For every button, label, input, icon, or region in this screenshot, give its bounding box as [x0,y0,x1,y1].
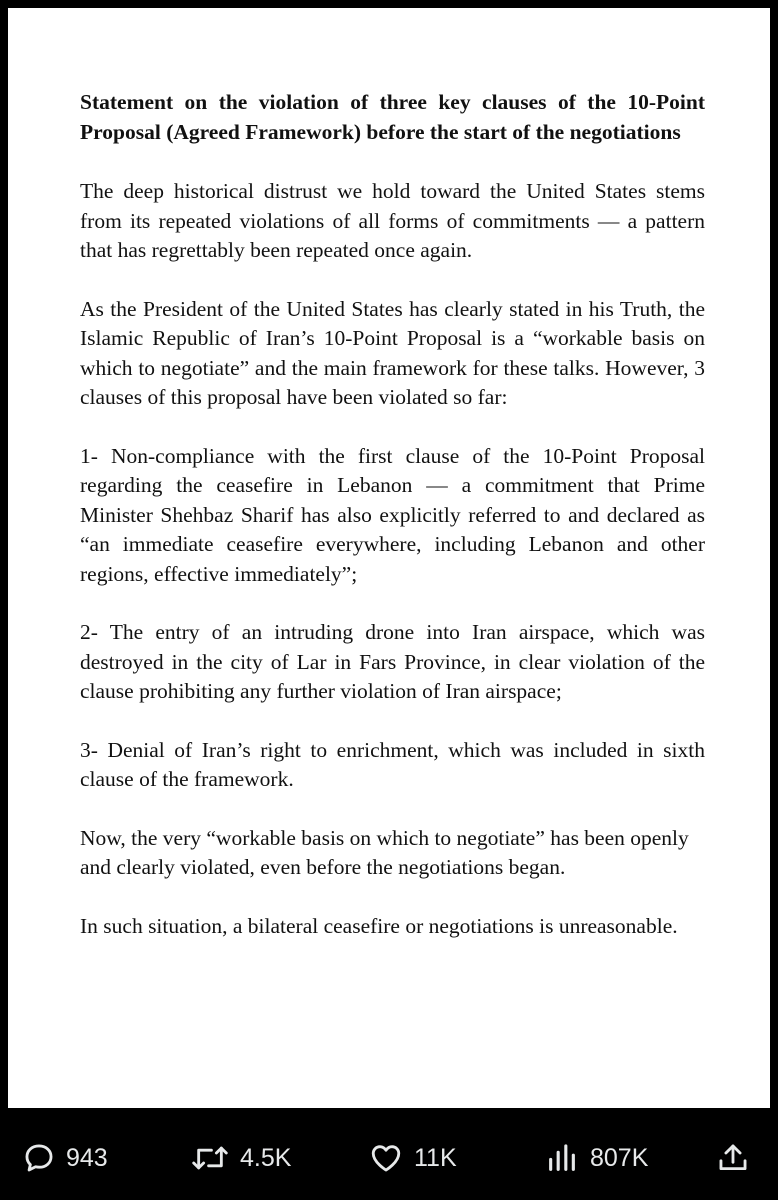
like-count: 11K [414,1143,457,1172]
statement-paragraph: 1- Non-compliance with the first clause of the 10-Point Proposal regarding the ceasefire in Lebanon — a commitment that Prime Minister Shehbaz Sharif has also explicitly referred to and declared as “an immediate ceasefire everywhere, including Lebanon and other regions, effective immediately”; [80,443,705,586]
reply-button[interactable] [22,1140,108,1176]
share-icon [716,1141,750,1175]
views-button[interactable] [544,1140,648,1176]
repost-count: 4.5K [240,1143,292,1172]
reply-count: 943 [66,1143,108,1172]
statement-image [8,8,770,1108]
repost-icon [190,1141,230,1175]
statement-paragraph: The deep historical distrust we hold toward the United States stems from its repeated violations of all forms of commitments — a pattern that has regrettably been repeated once again. [80,179,705,262]
heart-icon [368,1141,404,1175]
like-button[interactable] [368,1140,457,1176]
views-count: 807K [590,1143,649,1172]
statement-paragraph: As the President of the United States has clearly stated in his Truth, the Islamic Republic of Iran’s 10-Point Proposal is a “workable basis on which to negotiate” and the main framework for these talks. However, 3 clauses of this proposal have been violated so far: [80,296,705,409]
statement-paragraph: 2- The entry of an intruding drone into Iran airspace, which was destroyed in the city of Lar in Fars Province, in clear violation of the clause prohibiting any further violation of Iran airspace; [80,620,705,703]
views-chart-icon [544,1141,580,1175]
statement-paragraph: 3- Denial of Iran’s right to enrichment, which was included in sixth clause of the framework. [80,737,705,791]
statement-paragraph: In such situation, a bilateral ceasefire or negotiations is unreasonable. [80,913,678,938]
statement-title: Statement on the violation of three key clauses of the 10-Point Proposal (Agreed Framework) before the start of the negotiations [80,90,705,144]
reply-icon [22,1141,56,1175]
statement-content [80,88,705,970]
repost-button[interactable] [190,1140,291,1176]
post-action-bar [0,1108,778,1200]
statement-paragraph: Now, the very “workable basis on which to negotiate” has been openly and clearly violated, even before the negotiations began. [80,825,689,879]
share-button[interactable] [716,1140,750,1176]
